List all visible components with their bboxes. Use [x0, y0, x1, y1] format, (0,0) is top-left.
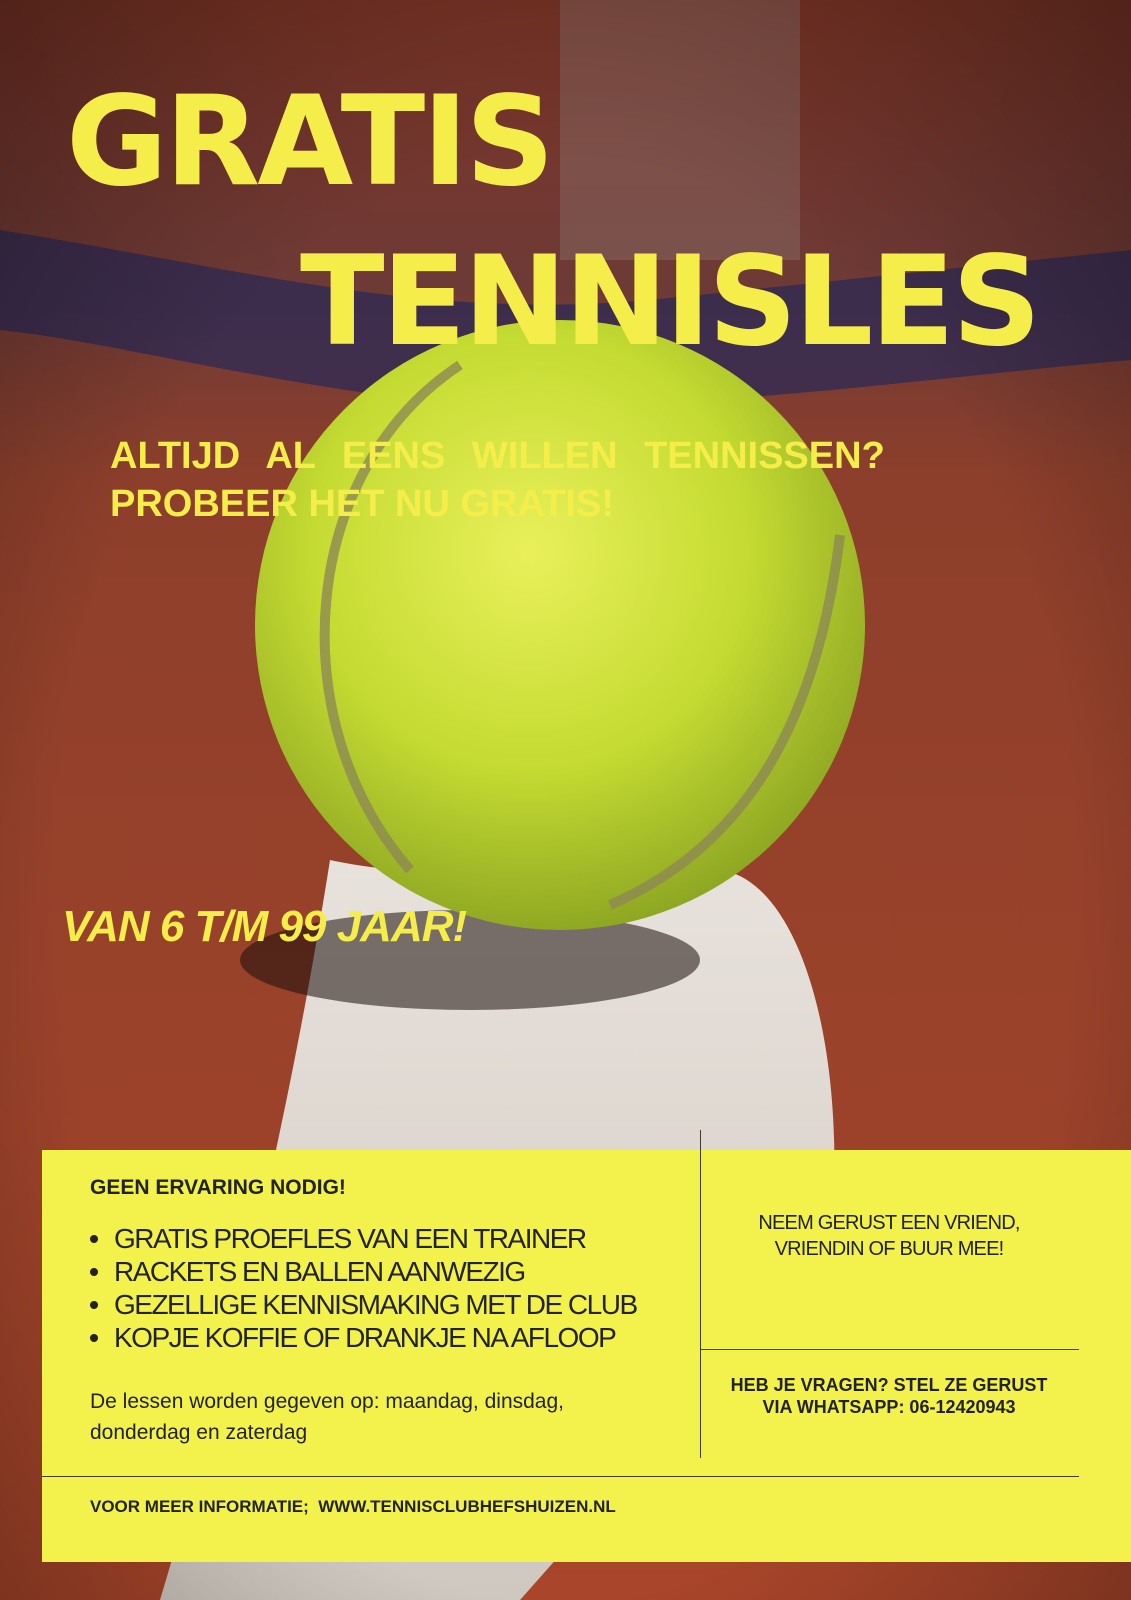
bullet-icon — [90, 1334, 98, 1342]
age-range: VAN 6 T/M 99 JAAR! — [62, 902, 467, 951]
tagline-question: ALTIJD AL EENS WILLEN TENNISSEN? — [110, 435, 885, 477]
feature-list — [90, 1222, 637, 1354]
no-experience-heading: GEEN ERVARING NODIG! — [90, 1176, 346, 1199]
website-link[interactable]: WWW.TENNISCLUBHEFSHUIZEN.NL — [318, 1497, 616, 1516]
feature-text: GRATIS PROEFLES VAN EEN TRAINER — [114, 1223, 586, 1254]
feature-text: GEZELLIGE KENNISMAKING MET DE CLUB — [114, 1289, 637, 1320]
bullet-icon — [90, 1235, 98, 1243]
tagline — [110, 432, 1000, 528]
bottom-divider — [42, 1476, 1079, 1477]
lesson-schedule: De lessen worden gegeven op: maandag, dinsdag, donderdag en zaterdag — [90, 1390, 564, 1444]
tagline-call-to-action: PROBEER HET NU GRATIS! — [110, 483, 614, 525]
list-item — [90, 1288, 637, 1321]
whatsapp-contact: HEB JE VRAGEN? STEL ZE GERUST VIA WHATSAPP: 06-12420943 — [730, 1375, 1048, 1417]
more-info-label: VOOR MEER INFORMATIE; — [90, 1497, 309, 1516]
feature-text: RACKETS EN BALLEN AANWEZIG — [114, 1256, 525, 1287]
list-item — [90, 1255, 637, 1288]
info-panel — [42, 1150, 1131, 1562]
vertical-divider — [700, 1130, 701, 1458]
more-info-line — [90, 1497, 616, 1517]
bullet-icon — [90, 1301, 98, 1309]
list-item — [90, 1222, 637, 1255]
title-line-2: TENNISLES — [300, 230, 1039, 374]
bullet-icon — [90, 1268, 98, 1276]
title-line-1: GRATIS — [66, 70, 552, 214]
list-item — [90, 1321, 637, 1354]
feature-text: KOPJE KOFFIE OF DRANKJE NA AFLOOP — [114, 1322, 616, 1353]
right-divider — [701, 1349, 1079, 1350]
bring-a-friend-note: NEEM GERUST EEN VRIEND, VRIENDIN OF BUUR MEE! — [758, 1212, 1020, 1260]
